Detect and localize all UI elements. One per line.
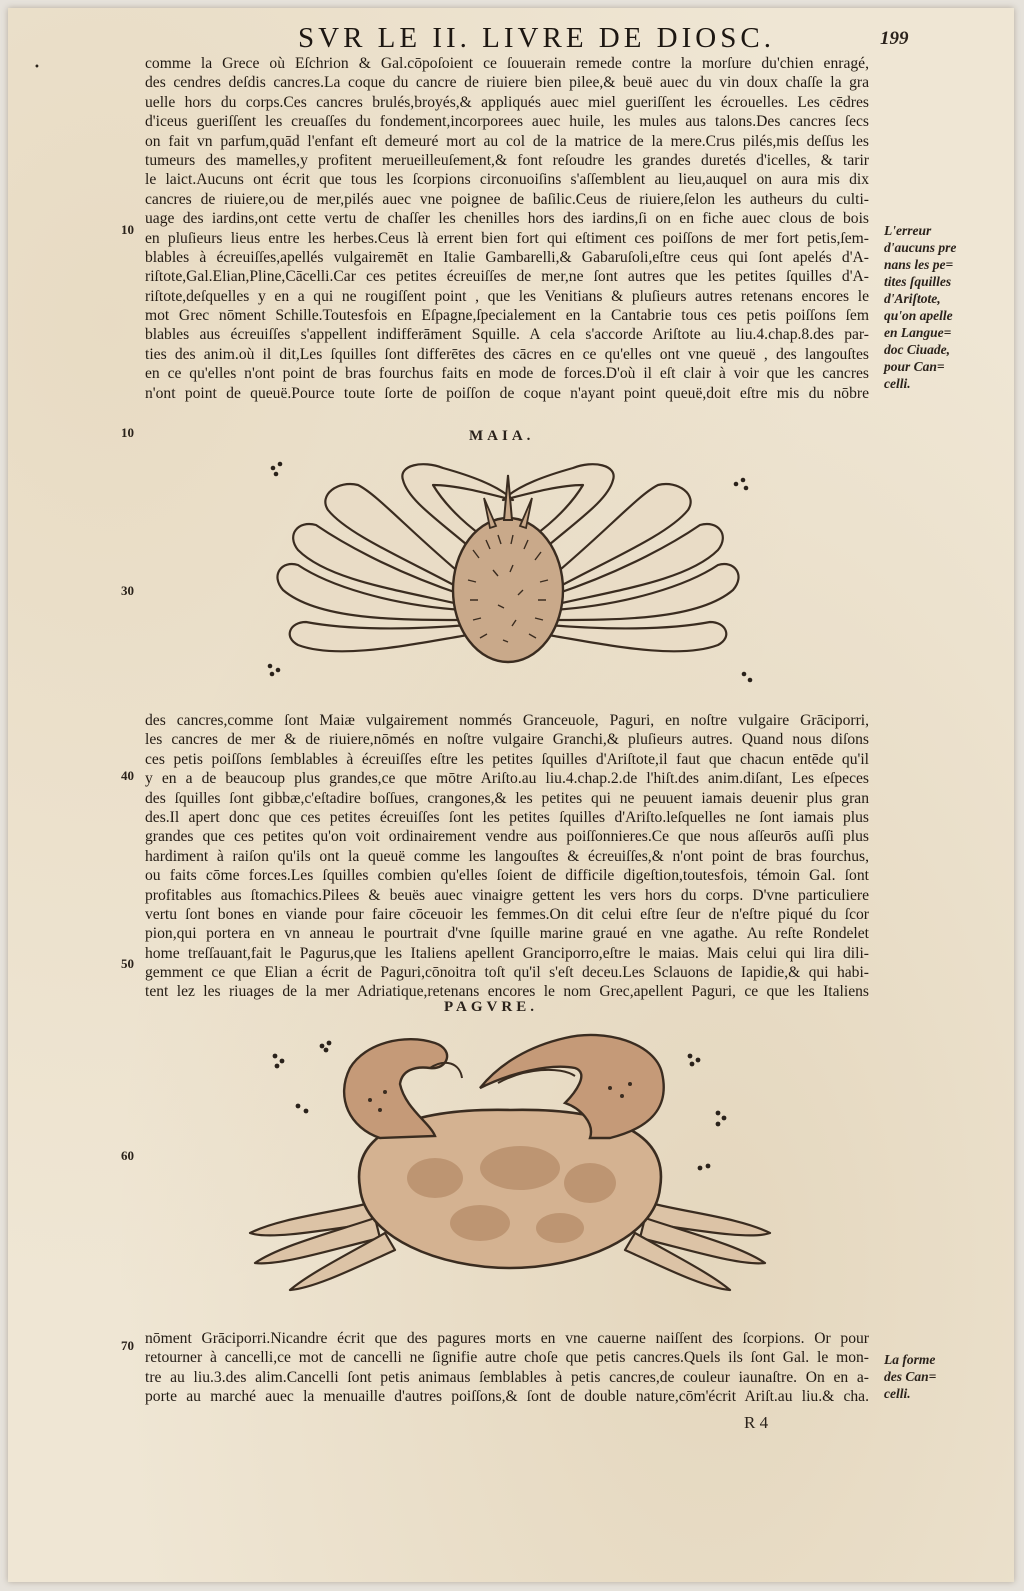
heading-maia: MAIA. [469,428,535,444]
line-number: 50 [121,956,134,971]
text-line: blables à écreuiſſes,apellés vulgairemēt en Italie Gambarelli,& Gabaruſoli,eſtre ceus qui ſont apelés d'A- [145,248,869,266]
text-line: nōment Grāciporri.Nicandre écrit que des pagures morts en vne cauerne naiſſent des ſcorpions. Or pour [145,1330,869,1347]
text-line: en Langue= [884,325,952,340]
margin-note-cancelli [884,1351,1004,1402]
text-line: vertu ſont bones en viande pour faire cōceuoir les femmes.On dit celui eſtre ſeur de n'eſtre piqué du ſcor [145,905,869,923]
text-line: tites ſquilles [884,274,952,289]
text-line: uage des iardins,ont cette vertu de chaſſer les chenilles hors des iardins,ſi on en fiche auec clous de bois [145,210,869,228]
text-line: pion,qui portera en vn anneau le pourtrait d'vne ſquille marine graué en vne agathe. Au reſte Rondelet [145,925,869,943]
text-line: celli. [884,376,911,391]
text-line: hardiment à raiſon qu'ils ont la queuë comme les langouſtes & écreuiſſes,& n'ont point de bras fourchus, [145,847,869,865]
text-line: ces petis poiſſons ſemblables à écreuiſſes eſtre les petites ſquilles d'Ariſtote,il faut que chacun entēde qu'il [145,750,869,768]
text-line: d'iceus gueriſſent les creuaſſes du fondement,incorporees auec huile, les mules aus talons.Des cancres ſecs [145,113,869,131]
maia-crab-illustration [258,440,758,700]
text-line: les cancres de mer & de riuiere,nōmés en noſtre vulgaire Granchi,& pluſieurs autres. Quand nous diſons [145,731,869,749]
text-line: comme la Grece où Eſchrion & Gal.cōpoſoient ce ſouuerain remede contre la morſure du'chien enragé, [145,55,869,72]
text-line: grandes que ces petites qu'on voit ordinairement vendre aus poiſſonnieres.Ce que nous aſſeurōs auſſi plus [145,828,869,846]
line-number: 10 [121,425,134,440]
text-line: tre au liu.3.des alim.Cancelli ſont petis animaus ſemblables à petis cancres,de couleur iaunaſtre. On en a- [145,1368,869,1386]
text-line: uelle hors du corps.Ces cancres brulés,broyés,& appliqués auec miel gueriſſent les écrouelles. Les cēdres [145,93,869,111]
text-line: en pluſieurs lieus entre les herbes.Ceus là errent bien fort qui eſtiment ces poiſſons de mer fort petis,ſem- [145,229,869,247]
text-line: blables aus écreuiſſes s'appellent indifferāment Squille. A cela s'accorde Ariſtote au liu.4.chap.8.des par- [145,326,869,344]
text-line: nans les pe= [884,257,954,272]
text-line: on fait vn parfum,quād l'enfant eſt demeuré mort au col de la matrice de la mere.Crus pilés,mis deſſus les [145,132,869,150]
text-line: des ſquilles ſont gibbæ,c'eſtadire boſſues, crangones,& les petites qui ne peuuent iamais deuenir plus gran [145,789,869,807]
text-line: ties des anim.où il dit,Les ſquilles ſont differētes des cācres en ce qu'elles ont vne queuë , des langouſtes [145,345,869,363]
text-line: qu'on apelle [884,308,953,323]
text-line: tent lez les riuages de la mer Adriatique,retenans encores le nom Grec,apellent Paguri, ce que les Italiens [145,983,869,1001]
line-number: 40 [121,768,134,783]
running-head: SVR LE II. LIVRE DE DIOSC. [298,22,775,54]
ink-speck: • [34,62,41,73]
paragraph-3 [145,1329,869,1407]
text-line: ou faits cōme forces.Les ſquilles combien qu'elles ſoient de difficile digeſtion,toutesfois, témoin Gal. ſont [145,867,869,885]
text-line: doc Ciuade, [884,342,950,357]
text-line: tumeurs des mamelles,y profitent merueilleuſement,& font reſoudre les grandes duretés d'icelles, & tarir [145,151,869,169]
text-line: riſtote,Gal.Elian,Pline,Cācelli.Car ces petites écreuiſſes de mer,ne ſont autres que les petites ſquilles d'A- [145,268,869,286]
book-page [8,8,1014,1582]
signature-mark: R 4 [744,1413,769,1432]
line-number: 10 [121,222,134,237]
text-line: y en a de beaucoup plus grandes,ce que mōtre Ariſto.au liu.4.chap.2.de l'hiſt.des anim.diſant, Les eſpeces [145,770,869,788]
text-line: La forme [884,1352,936,1367]
paragraph-1 [145,54,869,403]
text-line: en ce qu'elles n'ont point de bras fourchus faits en mode de forces.D'où il eſt clair à voir que les cancres [145,365,869,383]
text-line: riſtote,deſquelles y en a qui ne rougiſſent point , que les Venitians & pluſieurs autres retenans encores le [145,287,869,305]
pagure-crab-illustration [230,1018,790,1308]
text-line: L'erreur [884,223,932,238]
text-line: cancres de riuiere,ou de mer,pilés auec vne poignee de baſilic.Ceus de riuiere,ſelon les autheurs du culti- [145,190,869,208]
margin-note-squilles [884,222,1004,392]
text-line: profitables aus ſtomachics.Pilees & beuës auec vinaigre gettent les vers hors du corps. D'vne particuliere [145,886,869,904]
text-line: pour Can= [884,359,945,374]
text-line: d'Ariſtote, [884,291,941,306]
text-line: le laict.Aucuns ont écrit que tous les ſcorpions circonuoiſins s'aſſemblent au lieu,auquel on aura mis dix [145,171,869,189]
text-line: mot Grec nōment Schille.Toutesfois en Eſpagne,ſpecialement en la Cantabrie tous ces petis poiſſons ſem [145,307,869,325]
line-number: 30 [121,583,134,598]
page-number: 199 [880,28,909,49]
paragraph-2 [145,711,869,1002]
text-line: des cendres deſdis cancres.La coque du cancre de riuiere bien pilee,& beuë auec du vin doux chaſſe la gra [145,74,869,92]
text-line: des Can= [884,1369,937,1384]
text-line: des cancres,comme ſont Maiæ vulgairement nommés Granceuole, Paguri, en noſtre vulgaire Grāciporri, [145,712,869,729]
text-line: home treſſauant,fait le Pagurus,que les Italiens apellent Granciporro,eſtre le maias. Mais celui qui lira dili- [145,944,869,962]
text-line: d'aucuns pre [884,240,957,255]
line-number: 60 [121,1148,134,1163]
heading-pagure: PAGVRE. [444,999,538,1015]
text-line: n'ont point de queuë.Pource toute ſorte de poiſſon de coque n'ayant point queuë,doit eſtre mis du nōbre [145,384,869,402]
text-line: celli. [884,1386,911,1401]
line-number: 70 [121,1338,134,1353]
text-line: des.Il apert donc que ces petites écreuiſſes ſont les petites ſquilles d'Ariſto.leſquelles ne ſont iamais plus [145,808,869,826]
text-line: retourner à cancelli,ce mot de cancelli ne ſignifie autre choſe que petis cancres.Quels ils ſont Gal. le mon- [145,1349,869,1367]
text-line: porte au marché auec la menuaille d'autres poiſſons,& ſont de double nature,cōm'écrit Ariſt.au liu.& cha. [145,1388,869,1406]
text-line: gemment ce que Elian a écrit de Paguri,cōnoitra toſt qu'il s'eſt deceu.Les Sclauons de Iapidie,& qui habi- [145,964,869,982]
